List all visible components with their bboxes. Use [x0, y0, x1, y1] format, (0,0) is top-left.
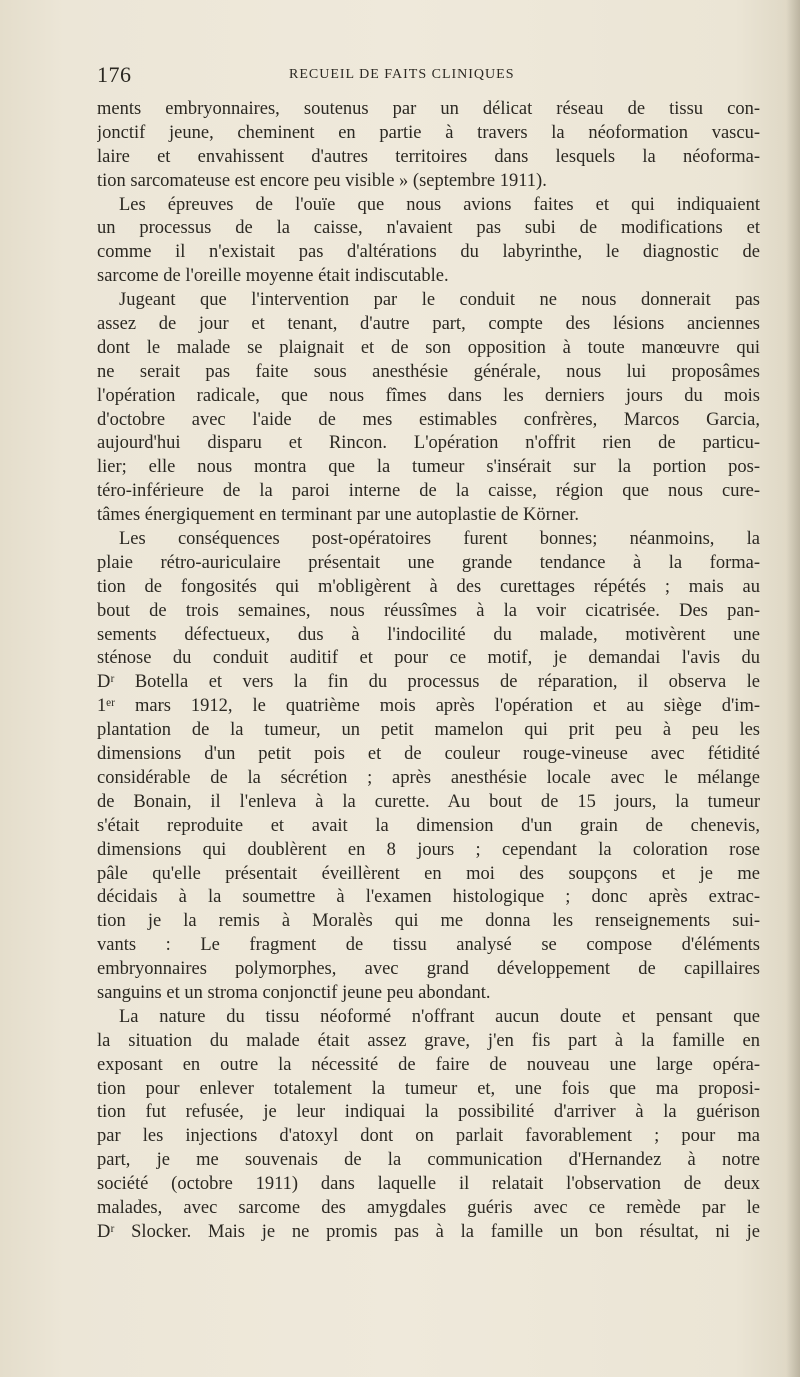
- text-line: sarcome de l'oreille moyenne était indiscutable.: [97, 266, 449, 287]
- text-line: laire et envahissent d'autres territoires dans lesquels la néoforma-: [97, 146, 760, 167]
- text-line: exposant en outre la nécessité de faire de nouveau une large opéra-: [97, 1054, 760, 1075]
- text-line: 1ᵉʳ mars 1912, le quatrième mois après l'opération et au siège d'im-: [97, 696, 760, 717]
- text-line: téro-inférieure de la paroi interne de la caisse, région que nous cure-: [97, 481, 760, 502]
- text-line: dimensions d'un petit pois et de couleur rouge-vineuse avec fétidité: [97, 744, 760, 765]
- text-line: dont le malade se plaignait et de son opposition à toute manœuvre qui: [97, 337, 760, 358]
- running-head: RECUEIL DE FAITS CLINIQUES: [289, 67, 515, 82]
- text-line: sanguins et un stroma conjonctif jeune peu abondant.: [97, 982, 491, 1003]
- text-line: assez de jour et tenant, d'autre part, compte des lésions anciennes: [97, 314, 760, 335]
- text-line: Les conséquences post-opératoires furent bonnes; néanmoins, la: [119, 529, 760, 550]
- text-line: par les injections d'atoxyl dont on parlait favorablement ; pour ma: [97, 1126, 760, 1147]
- text-line: vants : Le fragment de tissu analysé se compose d'éléments: [97, 935, 760, 956]
- body-text: [97, 98, 760, 1245]
- text-line: décidais à la soumettre à l'examen histologique ; donc après extrac-: [97, 887, 760, 908]
- text-line: tion fut refusée, je leur indiquai la possibilité d'arriver à la guérison: [97, 1102, 760, 1123]
- text-line: d'octobre avec l'aide de mes estimables confrères, Marcos Garcia,: [97, 409, 760, 430]
- text-line: lier; elle nous montra que la tumeur s'insérait sur la portion pos-: [97, 457, 760, 478]
- text-line: comme il n'existait pas d'altérations du labyrinthe, le diagnostic de: [97, 242, 760, 263]
- text-line: plantation de la tumeur, un petit mamelon qui prit peu à peu les: [97, 720, 760, 741]
- page-number: 176: [97, 62, 132, 87]
- text-line: l'opération radicale, que nous fîmes dans les derniers jours du mois: [97, 385, 760, 406]
- text-line: considérable de la sécrétion ; après anesthésie locale avec le mélange: [97, 767, 760, 788]
- text-line: ne serait pas faite sous anesthésie générale, nous lui proposâmes: [97, 361, 760, 382]
- text-line: de Bonain, il l'enleva à la curette. Au bout de 15 jours, la tumeur: [97, 791, 760, 812]
- text-line: jonctif jeune, cheminent en partie à travers la néoformation vascu-: [97, 122, 760, 143]
- text-line: Dʳ Botella et vers la fin du processus de réparation, il observa le: [97, 672, 760, 693]
- text-line: tion pour enlever totalement la tumeur et, une fois que ma proposi-: [97, 1078, 760, 1099]
- text-line: tion je la remis à Moralès qui me donna les renseignements sui-: [97, 911, 760, 932]
- text-line: aujourd'hui disparu et Rincon. L'opération n'offrit rien de particu-: [97, 433, 760, 454]
- text-line: tion sarcomateuse est encore peu visible » (septembre 1911).: [97, 170, 547, 191]
- text-line: ments embryonnaires, soutenus par un délicat réseau de tissu con-: [97, 99, 760, 119]
- text-line: plaie rétro-auriculaire présentait une grande tendance à la forma-: [97, 552, 760, 573]
- page-header: [97, 62, 717, 88]
- text-line: dimensions qui doublèrent en 8 jours ; cependant la coloration rose: [97, 839, 760, 860]
- text-line: un processus de la caisse, n'avaient pas subi de modifications et: [97, 218, 760, 239]
- page-edge-shadow: [786, 0, 800, 1377]
- text-line: La nature du tissu néoformé n'offrant aucun doute et pensant que: [119, 1006, 760, 1027]
- text-line: bout de trois semaines, nous réussîmes à la voir cicatrisée. Des pan-: [97, 600, 760, 621]
- text-line: part, je me souvenais de la communication d'Hernandez à notre: [97, 1150, 760, 1171]
- text-line: Les épreuves de l'ouïe que nous avions faites et qui indiquaient: [119, 194, 760, 215]
- text-line: la situation du malade était assez grave, j'en fis part à la famille en: [97, 1030, 760, 1051]
- text-line: tâmes énergiquement en terminant par une autoplastie de Körner.: [97, 505, 580, 526]
- text-line: tion de fongosités qui m'obligèrent à des curettages répétés ; mais au: [97, 576, 760, 597]
- text-line: s'était reproduite et avait la dimension d'un grain de chenevis,: [97, 815, 760, 836]
- text-line: pâle qu'elle présentait éveillèrent en moi des soupçons et je me: [97, 863, 760, 884]
- text-line: sténose du conduit auditif et pour ce motif, je demandai l'avis du: [97, 648, 760, 669]
- text-line: malades, avec sarcome des amygdales guéris avec ce remède par le: [97, 1197, 760, 1218]
- text-line: embryonnaires polymorphes, avec grand développement de capillaires: [97, 959, 760, 980]
- text-line: sements défectueux, dus à l'indocilité du malade, motivèrent une: [97, 624, 760, 645]
- text-line: Dʳ Slocker. Mais je ne promis pas à la famille un bon résultat, ni je: [97, 1221, 760, 1242]
- text-line: Jugeant que l'intervention par le conduit ne nous donnerait pas: [119, 290, 760, 311]
- text-line: société (octobre 1911) dans laquelle il relatait l'observation de deux: [97, 1174, 760, 1195]
